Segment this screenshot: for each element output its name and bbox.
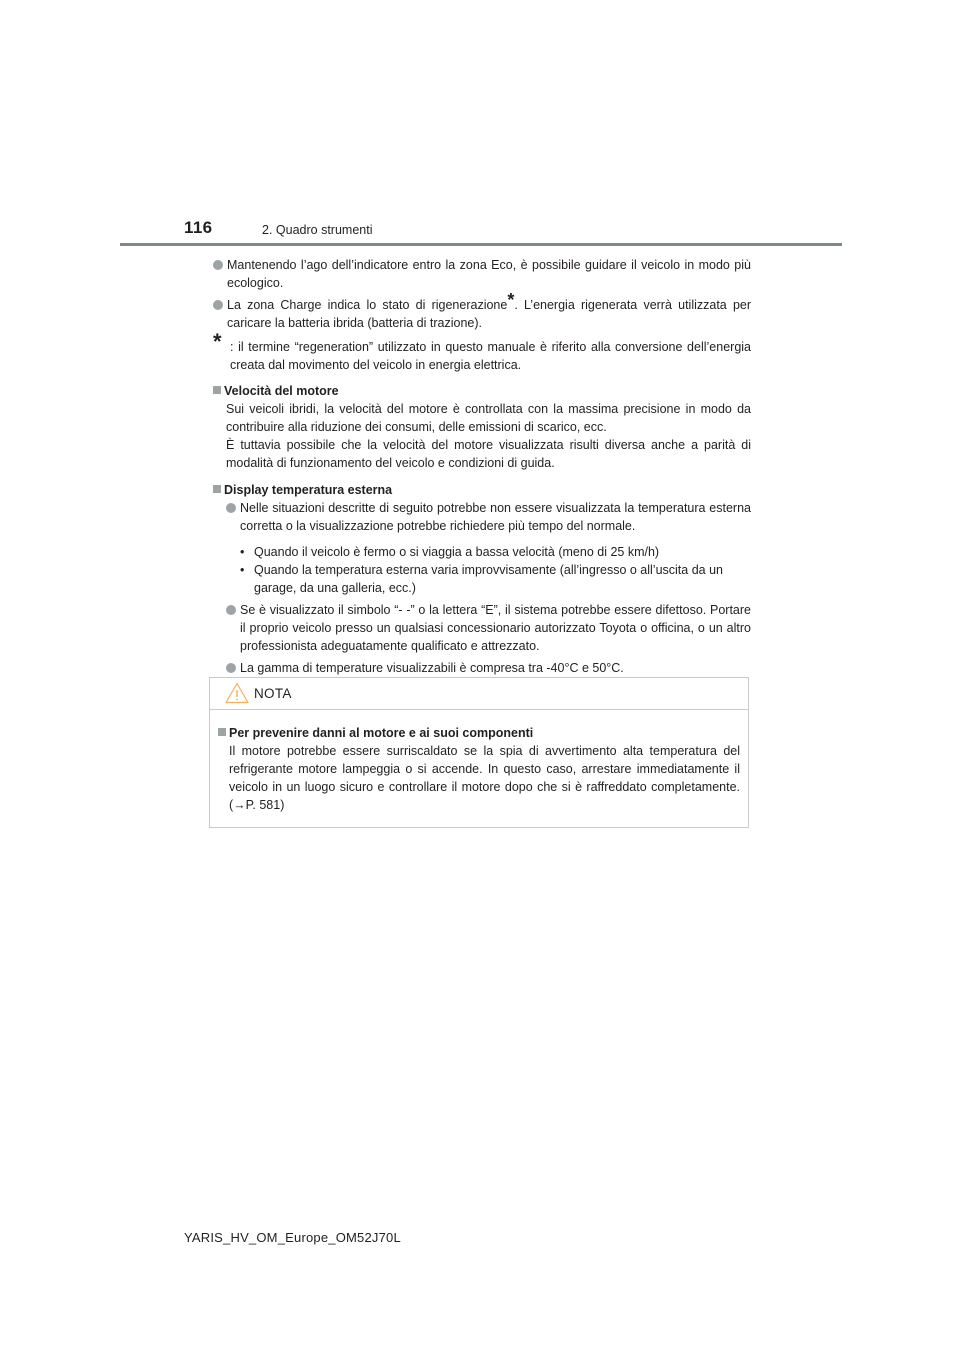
section-title: 2. Quadro strumenti <box>262 223 373 237</box>
bullet-dot-icon <box>213 260 223 270</box>
bullet-text: Nelle situazioni descritte di seguito potrebbe non essere visualizzata la temperatura esterna corretta o la visualizzazione potrebbe richiedere più tempo del normale. <box>240 501 751 533</box>
bullet-eco-zone <box>213 256 751 292</box>
list-marker: • <box>240 545 245 559</box>
nota-header <box>210 678 748 710</box>
footnote-text: : il termine “regeneration” utilizzato in questo manuale è riferito alla conversione dell’energia creata dal movimento del veicolo in energia elettrica. <box>230 340 751 372</box>
list-item <box>240 543 751 561</box>
bullet-text: La gamma di temperature visualizzabili è compresa tra -40°C e 50°C. <box>240 661 624 675</box>
nota-box <box>209 677 749 828</box>
bullet-text-part1: La zona Charge indica lo stato di rigenerazione <box>227 298 508 312</box>
list-item-text: Quando il veicolo è fermo o si viaggia a bassa velocità (meno di 25 km/h) <box>254 545 660 559</box>
heading-text: Display temperatura esterna <box>224 483 393 497</box>
document-code: YARIS_HV_OM_Europe_OM52J70L <box>184 1230 401 1245</box>
square-bullet-icon <box>218 728 226 736</box>
header-rule <box>120 243 842 246</box>
bullet-dot-icon <box>213 300 223 310</box>
page-number: 116 <box>184 218 213 237</box>
bullet-dot-icon <box>226 663 236 673</box>
list-marker: • <box>240 563 245 577</box>
footnote-asterisk: * <box>213 329 222 354</box>
bullet-text: Mantenendo l’ago dell’indicatore entro la zona Eco, è possibile guidare il veicolo in modo più ecologico. <box>227 258 751 290</box>
bullet-dot-icon <box>226 605 236 615</box>
main-content <box>213 256 751 681</box>
bullet-temp-display <box>226 499 751 535</box>
paragraph: È tuttavia possibile che la velocità del motore visualizzata risulti diversa anche a parità di modalità di funzionamento del veicolo e condizioni di guida. <box>226 438 751 470</box>
bullet-dot-icon <box>226 503 236 513</box>
nota-paragraph: Il motore potrebbe essere surriscaldato se la spia di avvertimento alta temperatura del refrigerante motore lampeggia o si accende. In questo caso, arrestare immediatamente il veicolo in un luogo sicuro e controllare il motore dopo che si è raffreddato completamente. (→P. 581) <box>229 744 740 812</box>
bullet-symbol-error <box>226 601 751 655</box>
section-heading-outside-temp <box>213 481 751 499</box>
nota-heading <box>218 724 740 742</box>
warning-triangle-icon <box>225 682 249 709</box>
bullet-text: Se è visualizzato il simbolo “- -” o la lettera “E”, il sistema potrebbe essere difettoso. Portare il proprio veicolo presso un qualsiasi concessionario autorizzato Toyota o officina, o un altro professionista adeguatamente qualificato e attrezzato. <box>240 603 751 653</box>
nota-label: NOTA <box>254 686 292 701</box>
footnote <box>213 329 751 374</box>
section-heading-engine-speed <box>213 382 751 400</box>
list-item <box>240 561 751 597</box>
bullet-text-part2: . L’energia rigenerata verrà utilizzata per caricare la batteria ibrida (batteria di trazione). <box>227 298 752 330</box>
list-item-text: Quando la temperatura esterna varia improvvisamente (all’ingresso o all’uscita da un garage, da una galleria, ecc.) <box>254 563 723 595</box>
square-bullet-icon <box>213 485 221 493</box>
square-bullet-icon <box>213 386 221 394</box>
paragraph: Sui veicoli ibridi, la velocità del motore è controllata con la massima precisione in modo da contribuire alla riduzione dei consumi, delle emissioni di scarico, ecc. <box>226 402 751 434</box>
nota-body <box>218 721 740 814</box>
bullet-charge-zone <box>213 289 752 332</box>
bullet-temp-range <box>226 659 751 677</box>
condition-list <box>240 543 751 597</box>
heading-text: Per prevenire danni al motore e ai suoi componenti <box>229 726 534 740</box>
asterisk-mark: * <box>507 289 515 310</box>
heading-text: Velocità del motore <box>224 384 339 398</box>
